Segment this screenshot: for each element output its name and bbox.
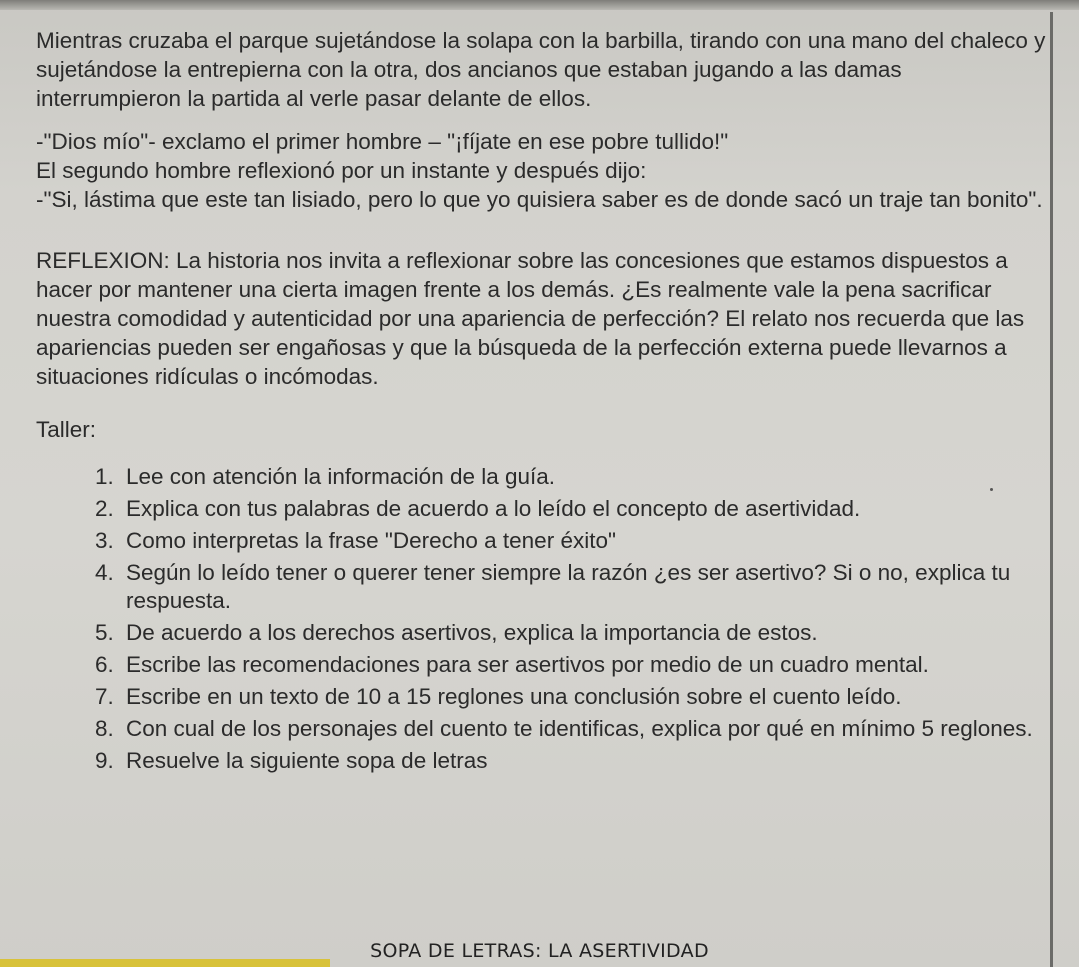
list-item: 5. De acuerdo a los derechos asertivos, explica la importancia de estos. [120,619,1046,647]
dialogue-line-2: El segundo hombre reflexionó por un instante y después dijo: [36,158,647,183]
task-list [36,463,1046,775]
list-item: 7. Escribe en un texto de 10 a 15 reglones una conclusión sobre el cuento leído. [120,683,1046,711]
dialogue-line-3: -"Si, lástima que este tan lisiado, pero lo que yo quisiera saber es de donde sacó un traje tan bonito". [36,187,1043,212]
list-item: 2. Explica con tus palabras de acuerdo a lo leído el concepto de asertividad. [120,495,1046,523]
sopa-heading: SOPA DE LETRAS: LA ASERTIVIDAD [370,940,709,962]
dialogue-block [36,127,1046,214]
list-item: 4. Según lo leído tener o querer tener siempre la razón ¿es ser asertivo? Si o no, explica tu respuesta. [120,559,1046,615]
list-item: 6. Escribe las recomendaciones para ser asertivos por medio de un cuadro mental. [120,651,1046,679]
page-top-edge [0,0,1079,10]
dialogue-line-1: -"Dios mío"- exclamo el primer hombre – "¡fíjate en ese pobre tullido!" [36,129,729,154]
document-body [36,26,1046,779]
story-paragraph: Mientras cruzaba el parque sujetándose la solapa con la barbilla, tirando con una mano del chaleco y sujetándose la entrepierna con la otra, dos ancianos que estaban jugando a las damas interrumpieron la partida al verle pasar delante de ellos. [36,28,1046,111]
list-item: 9. Resuelve la siguiente sopa de letras [120,747,1046,775]
page-right-border [1050,12,1053,967]
yellow-edge [0,959,330,967]
reflexion-paragraph: REFLEXION: La historia nos invita a reflexionar sobre las concesiones que estamos dispuestos a hacer por mantener una cierta imagen frente a los demás. ¿Es realmente vale la pena sacrificar nuestra comodidad y autenticidad por una apariencia de perfección? El relato nos recuerda que las apariencias pueden ser engañosas y que la búsqueda de la perfección externa puede llevarnos a situaciones ridículas o incómodas. [36,248,1025,389]
list-item: 3. Como interpretas la frase "Derecho a tener éxito" [120,527,1046,555]
taller-heading: Taller: [36,417,97,442]
list-item: 8. Con cual de los personajes del cuento te identificas, explica por qué en mínimo 5 reglones. [120,715,1046,743]
list-item: 1. Lee con atención la información de la guía. [120,463,1046,491]
